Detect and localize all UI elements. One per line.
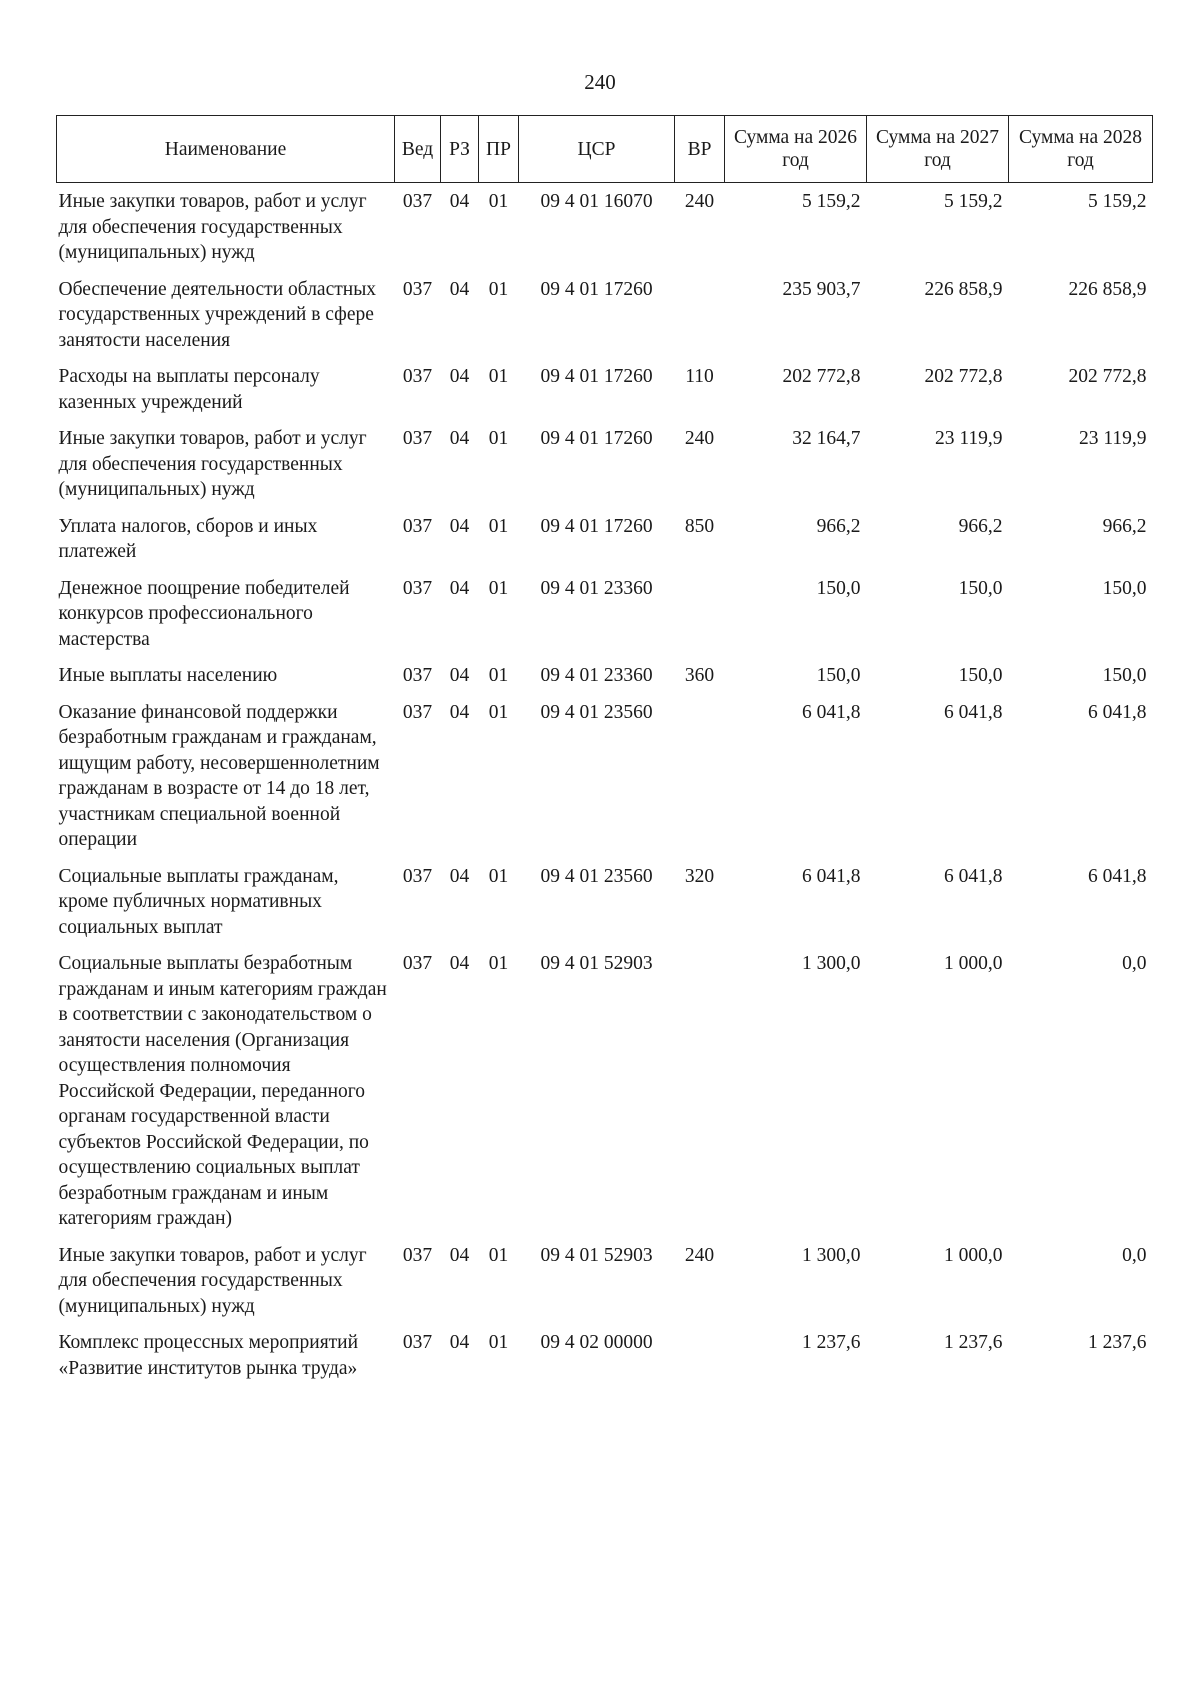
row-pr: 01 <box>488 701 509 723</box>
row-csr: 09 4 01 23560 <box>540 865 653 887</box>
row-sum-2027: 1 000,0 <box>944 1244 1003 1266</box>
row-name: Денежное поощрение победителей конкурсов профессионального мастерства <box>58 577 350 650</box>
row-sum-2026: 1 300,0 <box>802 1244 861 1266</box>
row-sum-2028: 150,0 <box>1102 665 1147 686</box>
row-name: Социальные выплаты гражданам, кроме публичных нормативных социальных выплат <box>58 865 339 938</box>
row-sum-2028: 0,0 <box>1122 1244 1147 1266</box>
header-pr: ПР <box>479 116 519 183</box>
row-name: Социальные выплаты безработным гражданам и иным категориям граждан в соответствии с законодательством о занятости населения (Организация осуществления полномочия Российской Федерации, переданного органам государственной власти субъектов Российской Федерации, по осуществлению социальных выплат безработным гражданам и иным категориям граждан) <box>58 953 387 1229</box>
row-ved: 037 <box>402 577 433 599</box>
row-pr: 01 <box>488 366 509 387</box>
row-sum-2027: 966,2 <box>958 515 1003 537</box>
row-name: Расходы на выплаты персоналу казенных учреждений <box>58 366 320 413</box>
row-ved: 037 <box>402 665 433 686</box>
row-vr: 850 <box>684 515 715 537</box>
row-sum-2026: 150,0 <box>816 577 861 599</box>
row-sum-2027: 1 000,0 <box>944 953 1003 974</box>
row-rz: 04 <box>449 953 470 974</box>
row-name: Иные закупки товаров, работ и услуг для обеспечения государственных (муниципальных) нужд <box>58 191 367 263</box>
row-sum-2026: 32 164,7 <box>792 428 861 449</box>
row-sum-2027: 1 237,6 <box>944 1332 1003 1353</box>
row-sum-2026: 150,0 <box>816 665 861 686</box>
row-name: Оказание финансовой поддержки безработным гражданам и гражданам, ищущим работу, несовершеннолетним гражданам в возрасте от 14 до 18 лет, участникам специальной военной операции <box>58 701 380 850</box>
row-ved: 037 <box>402 1332 433 1353</box>
row-vr: 240 <box>684 1244 715 1266</box>
row-pr: 01 <box>488 515 509 537</box>
row-vr <box>675 694 725 858</box>
table-row <box>57 420 1153 508</box>
row-sum-2028: 1 237,6 <box>1088 1332 1147 1353</box>
row-pr: 01 <box>488 577 509 599</box>
row-csr: 09 4 01 23560 <box>540 701 653 723</box>
row-rz: 04 <box>449 366 470 387</box>
row-ved: 037 <box>402 865 433 887</box>
row-pr: 01 <box>488 953 509 974</box>
row-rz: 04 <box>449 191 470 212</box>
row-ved: 037 <box>402 701 433 723</box>
row-name: Комплекс процессных мероприятий «Развитие институтов рынка труда» <box>58 1332 359 1379</box>
table-row <box>57 570 1153 658</box>
row-sum-2027: 6 041,8 <box>944 865 1003 887</box>
row-rz: 04 <box>449 515 470 537</box>
row-csr: 09 4 01 16070 <box>540 191 653 212</box>
row-vr <box>675 271 725 359</box>
table-row <box>57 1237 1153 1325</box>
row-csr: 09 4 01 52903 <box>540 1244 653 1266</box>
row-csr: 09 4 01 23360 <box>540 577 653 599</box>
row-vr: 360 <box>684 665 715 686</box>
row-csr: 09 4 01 52903 <box>540 953 653 974</box>
table-row <box>57 1324 1153 1386</box>
row-sum-2027: 6 041,8 <box>944 701 1003 723</box>
header-sum-2026: Сумма на 2026 год <box>725 116 867 183</box>
row-rz: 04 <box>449 278 470 300</box>
table-body <box>57 183 1153 1387</box>
header-ved: Вед <box>395 116 441 183</box>
row-rz: 04 <box>449 701 470 723</box>
row-name: Иные закупки товаров, работ и услуг для обеспечения государственных (муниципальных) нужд <box>58 1244 367 1317</box>
row-sum-2028: 0,0 <box>1122 953 1147 974</box>
row-csr: 09 4 01 23360 <box>540 665 653 686</box>
table-row <box>57 358 1153 420</box>
header-sum-2027: Сумма на 2027 год <box>867 116 1009 183</box>
row-name: Иные выплаты населению <box>58 665 278 686</box>
row-rz: 04 <box>449 865 470 887</box>
row-ved: 037 <box>402 278 433 300</box>
row-sum-2026: 1 237,6 <box>802 1332 861 1353</box>
row-pr: 01 <box>488 1332 509 1353</box>
row-ved: 037 <box>402 366 433 387</box>
table-row <box>57 694 1153 858</box>
row-name: Уплата налогов, сборов и иных платежей <box>58 515 318 562</box>
row-ved: 037 <box>402 1244 433 1266</box>
row-sum-2026: 202 772,8 <box>782 366 861 387</box>
row-sum-2027: 202 772,8 <box>924 366 1003 387</box>
row-pr: 01 <box>488 428 509 449</box>
row-sum-2027: 23 119,9 <box>934 428 1003 449</box>
row-pr: 01 <box>488 665 509 686</box>
row-sum-2028: 226 858,9 <box>1068 278 1147 300</box>
row-sum-2027: 226 858,9 <box>924 278 1003 300</box>
table-row <box>57 945 1153 1237</box>
row-vr: 240 <box>684 428 715 449</box>
row-vr <box>675 570 725 658</box>
row-sum-2028: 6 041,8 <box>1088 865 1147 887</box>
row-pr: 01 <box>488 1244 509 1266</box>
row-vr <box>675 1324 725 1386</box>
row-rz: 04 <box>449 428 470 449</box>
header-csr: ЦСР <box>519 116 675 183</box>
row-sum-2026: 5 159,2 <box>802 191 861 212</box>
table-row <box>57 183 1153 271</box>
row-csr: 09 4 01 17260 <box>540 428 653 449</box>
header-rz: РЗ <box>441 116 479 183</box>
row-pr: 01 <box>488 191 509 212</box>
row-csr: 09 4 01 17260 <box>540 366 653 387</box>
row-sum-2028: 966,2 <box>1102 515 1147 537</box>
row-sum-2027: 150,0 <box>958 577 1003 599</box>
row-sum-2028: 202 772,8 <box>1068 366 1147 387</box>
row-name: Иные закупки товаров, работ и услуг для обеспечения государственных (муниципальных) нужд <box>58 428 367 500</box>
row-sum-2028: 150,0 <box>1102 577 1147 599</box>
table-row <box>57 858 1153 946</box>
row-vr: 240 <box>684 191 715 212</box>
header-sum-2028: Сумма на 2028 год <box>1009 116 1153 183</box>
row-sum-2026: 966,2 <box>816 515 861 537</box>
row-sum-2026: 6 041,8 <box>802 701 861 723</box>
table-row <box>57 657 1153 694</box>
row-rz: 04 <box>449 577 470 599</box>
row-name: Обеспечение деятельности областных государственных учреждений в сфере занятости населения <box>58 278 377 351</box>
row-sum-2028: 23 119,9 <box>1078 428 1147 449</box>
row-sum-2026: 235 903,7 <box>782 278 861 300</box>
row-csr: 09 4 01 17260 <box>540 278 653 300</box>
table-row <box>57 508 1153 570</box>
row-csr: 09 4 01 17260 <box>540 515 653 537</box>
header-vr: ВР <box>675 116 725 183</box>
row-vr: 110 <box>685 366 714 387</box>
row-sum-2028: 5 159,2 <box>1088 191 1147 212</box>
row-pr: 01 <box>488 865 509 887</box>
header-name: Наименование <box>57 116 395 183</box>
row-ved: 037 <box>402 428 433 449</box>
table-header <box>57 116 1153 183</box>
row-csr: 09 4 02 00000 <box>540 1332 653 1353</box>
row-sum-2027: 5 159,2 <box>944 191 1003 212</box>
budget-table <box>56 115 1153 1386</box>
page-number: 240 <box>584 70 616 94</box>
row-ved: 037 <box>402 953 433 974</box>
row-pr: 01 <box>488 278 509 300</box>
row-ved: 037 <box>402 191 433 212</box>
row-rz: 04 <box>449 665 470 686</box>
row-sum-2028: 6 041,8 <box>1088 701 1147 723</box>
row-vr <box>675 945 725 1237</box>
row-sum-2026: 6 041,8 <box>802 865 861 887</box>
row-sum-2027: 150,0 <box>958 665 1003 686</box>
row-sum-2026: 1 300,0 <box>802 953 861 974</box>
row-rz: 04 <box>449 1244 470 1266</box>
row-vr: 320 <box>684 865 715 887</box>
table-row <box>57 271 1153 359</box>
row-rz: 04 <box>449 1332 470 1353</box>
row-ved: 037 <box>402 515 433 537</box>
